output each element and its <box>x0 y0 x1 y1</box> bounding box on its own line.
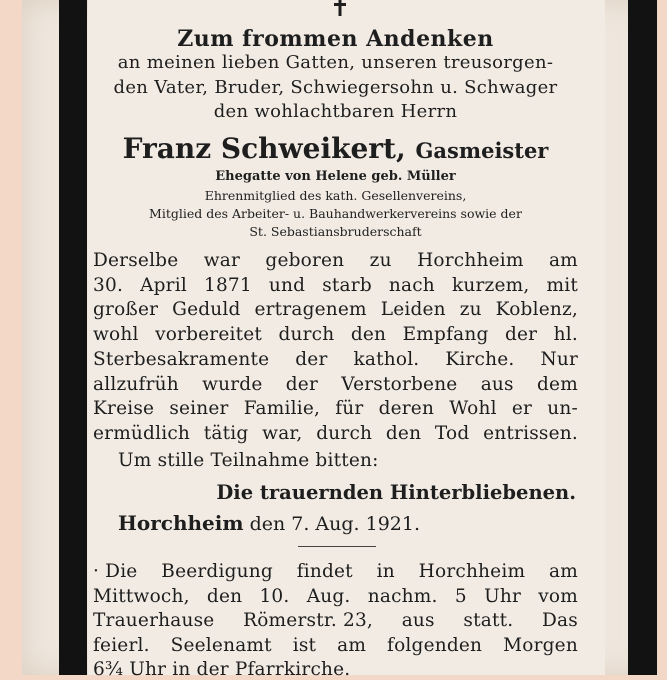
word: seiner <box>169 398 229 420</box>
word: Wohl <box>449 398 497 420</box>
word: hl. <box>553 324 578 346</box>
membership-line: Ehrenmitglied des kath. Gesellenvereins, <box>204 188 467 203</box>
word: vorbereitet <box>155 324 263 346</box>
text-line <box>93 250 578 271</box>
word: findet <box>296 561 353 582</box>
text-line <box>93 275 578 296</box>
word: war, <box>262 422 303 444</box>
word: Derselbe <box>93 250 179 271</box>
word: tätig <box>203 422 249 444</box>
word: Trauerhause <box>93 610 215 631</box>
word: Römerstr. 23, <box>243 610 374 631</box>
text-line <box>93 561 578 582</box>
word: deren <box>378 398 435 420</box>
mourning-border-left <box>59 0 87 675</box>
word: wurde <box>202 373 263 395</box>
mourning-border-right <box>628 0 657 675</box>
word: kurzem, <box>451 274 530 296</box>
signature: Die trauernden Hinterbliebenen. <box>216 481 576 504</box>
spouse-line: Ehegatte von Helene geb. Müller <box>215 169 456 184</box>
place: Horchheim <box>118 511 244 535</box>
word: Sterbesakramente <box>93 348 270 370</box>
word: Aug. <box>306 585 351 607</box>
word: 6¾ <box>93 659 130 680</box>
word: zu <box>459 299 482 321</box>
word: folgenden <box>387 634 483 656</box>
word: kathol. <box>353 348 420 370</box>
word: starb <box>322 274 372 296</box>
text-line <box>93 398 578 419</box>
word: Empfang <box>402 324 489 346</box>
word: Nur <box>540 348 578 370</box>
word: und <box>268 274 306 296</box>
word: in <box>172 659 197 680</box>
text-line <box>93 349 578 370</box>
word: Seelenamt <box>170 634 272 656</box>
text-line <box>93 659 578 680</box>
text-line <box>93 299 578 320</box>
word: Geduld <box>172 299 241 321</box>
word: Horchheim <box>417 250 524 271</box>
word: April <box>140 274 187 296</box>
word: 30. <box>93 274 124 296</box>
word: am <box>548 250 578 271</box>
word: feierl. <box>93 634 150 656</box>
word: Pfarrkirche. <box>234 659 351 680</box>
word: durch <box>278 324 335 346</box>
word: für <box>335 398 364 420</box>
word: den <box>385 422 422 444</box>
date: den 7. Aug. 1921. <box>249 513 421 535</box>
word: · Die <box>93 561 138 582</box>
intro-line: den Vater, Bruder, Schwiegersohn u. Schwager <box>113 77 558 98</box>
intro-line: den wohlachtbaren Herrn <box>213 101 458 122</box>
intro-line: an meinen lieben Gatten, unseren treusorgen- <box>117 52 554 73</box>
heading: Zum frommen Andenken <box>177 26 494 52</box>
word: Kreise <box>93 398 155 420</box>
word: Uhr <box>129 659 173 680</box>
word: mit <box>546 274 578 296</box>
word: nach <box>388 274 435 296</box>
word: Mittwoch, <box>93 585 190 607</box>
word: der <box>295 348 328 370</box>
word: allzufrüh <box>93 373 179 395</box>
word: der <box>504 324 538 346</box>
word: Koblenz, <box>495 299 578 321</box>
word: dem <box>537 373 578 395</box>
word: vom <box>538 585 578 607</box>
deceased-name: Franz Schweikert, <box>122 132 406 165</box>
word: in <box>376 561 395 582</box>
word: Uhr <box>484 585 522 607</box>
word: großer <box>93 299 159 321</box>
word: Leiden <box>380 299 446 321</box>
text-line <box>93 635 578 656</box>
divider <box>298 546 376 547</box>
word: er <box>511 398 533 420</box>
word: wohl <box>93 324 139 346</box>
word: ist <box>292 634 317 656</box>
word: geboren <box>265 250 345 271</box>
word: 1871 <box>203 274 252 296</box>
word: Horchheim <box>418 561 526 582</box>
word: 5 <box>454 585 467 607</box>
word: zu <box>369 250 392 271</box>
word: entrissen. <box>483 422 578 444</box>
membership-line: Mitglied des Arbeiter- u. Bauhandwerkervereins sowie der <box>149 206 522 221</box>
word: den <box>206 585 243 607</box>
word: aus <box>401 610 435 631</box>
text-line <box>93 586 578 607</box>
word: ermüdlich <box>93 422 191 444</box>
text-line <box>93 610 578 631</box>
cross-icon <box>334 0 346 16</box>
word: der <box>285 373 318 395</box>
place-date-line <box>118 511 603 535</box>
text-line <box>93 423 578 444</box>
word: durch <box>316 422 373 444</box>
word: Tod <box>434 422 470 444</box>
word: Beerdigung <box>161 561 273 582</box>
word: nachm. <box>367 585 438 607</box>
word: Familie, <box>243 398 321 420</box>
word: Kirche. <box>445 348 515 370</box>
word: aus <box>480 373 514 395</box>
word: war <box>203 250 241 271</box>
word: ertragenem <box>254 299 367 321</box>
word: 10. <box>259 585 290 607</box>
word: am <box>549 561 578 582</box>
word: Morgen <box>503 634 578 656</box>
word: Verstorbene <box>341 373 458 395</box>
request-line: Um stille Teilnahme bitten: <box>118 450 379 471</box>
word: am <box>337 634 367 656</box>
text-line <box>93 324 578 345</box>
word: Das <box>542 610 578 631</box>
word: den <box>350 324 387 346</box>
occupation: Gasmeister <box>415 138 549 163</box>
deceased-name-line <box>93 132 578 165</box>
word: un- <box>547 398 578 420</box>
word: der <box>196 659 235 680</box>
membership-line: St. Sebastiansbruderschaft <box>249 224 422 239</box>
word: statt. <box>463 610 514 631</box>
text-line <box>93 374 578 395</box>
